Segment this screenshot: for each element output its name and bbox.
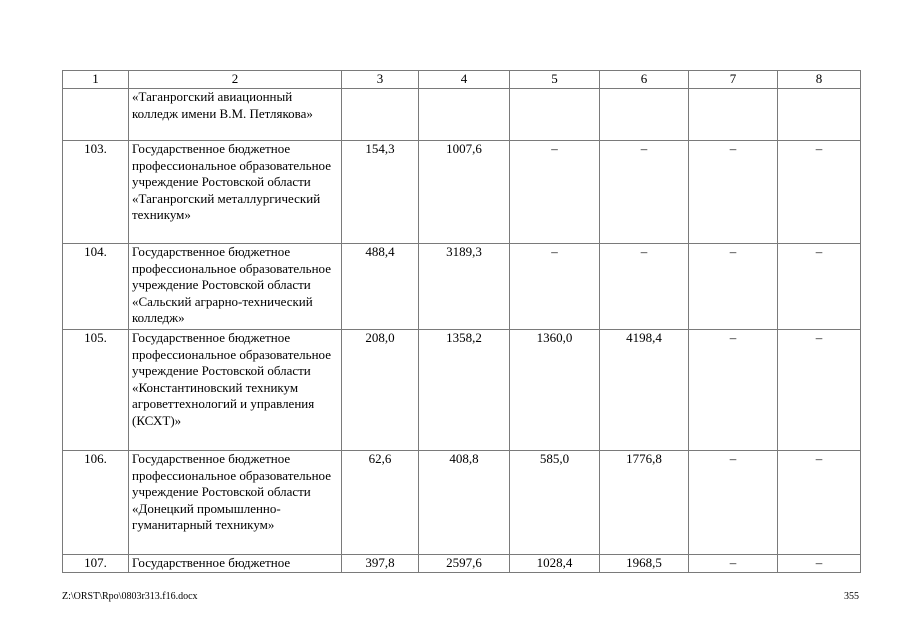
cell-col-3 xyxy=(342,89,419,141)
cell-col-5: 1028,4 xyxy=(510,555,600,573)
cell-col-8: – xyxy=(778,555,861,573)
cell-col-8: – xyxy=(778,330,861,451)
cell-col-7: – xyxy=(689,330,778,451)
institution-name: Государственное бюджетное профессиональное образовательное учреждение Ростовской области «Донецкий промышленно-гуманитарный техникум» xyxy=(129,451,342,555)
cell-col-8: – xyxy=(778,244,861,330)
row-number: 106. xyxy=(63,451,129,555)
header-col-1: 1 xyxy=(63,71,129,89)
cell-col-6 xyxy=(600,89,689,141)
header-col-2: 2 xyxy=(129,71,342,89)
table-row xyxy=(63,330,861,451)
institution-name: Государственное бюджетное xyxy=(129,555,342,573)
cell-col-6: – xyxy=(600,244,689,330)
header-col-8: 8 xyxy=(778,71,861,89)
cell-col-4: 408,8 xyxy=(419,451,510,555)
cell-col-4: 3189,3 xyxy=(419,244,510,330)
cell-col-7: – xyxy=(689,244,778,330)
header-col-7: 7 xyxy=(689,71,778,89)
cell-col-7: – xyxy=(689,555,778,573)
cell-col-4: 1358,2 xyxy=(419,330,510,451)
cell-col-6: 1968,5 xyxy=(600,555,689,573)
cell-col-5: – xyxy=(510,141,600,244)
row-number: 105. xyxy=(63,330,129,451)
cell-col-3: 62,6 xyxy=(342,451,419,555)
institution-name: Государственное бюджетное профессиональное образовательное учреждение Ростовской области «Константиновский техникум агроветтехнологий и управления (КСХТ)» xyxy=(129,330,342,451)
table-row xyxy=(63,451,861,555)
cell-col-3: 154,3 xyxy=(342,141,419,244)
row-number: 104. xyxy=(63,244,129,330)
cell-col-5: – xyxy=(510,244,600,330)
cell-col-7 xyxy=(689,89,778,141)
header-col-4: 4 xyxy=(419,71,510,89)
cell-col-4: 1007,6 xyxy=(419,141,510,244)
cell-col-6: 1776,8 xyxy=(600,451,689,555)
header-col-6: 6 xyxy=(600,71,689,89)
cell-col-5: 585,0 xyxy=(510,451,600,555)
cell-col-4: 2597,6 xyxy=(419,555,510,573)
cell-col-6: 4198,4 xyxy=(600,330,689,451)
footer-page-number: 355 xyxy=(844,591,859,602)
row-number: 107. xyxy=(63,555,129,573)
cell-col-5: 1360,0 xyxy=(510,330,600,451)
table-row xyxy=(63,89,861,141)
cell-col-8 xyxy=(778,89,861,141)
table-row xyxy=(63,555,861,573)
table-row xyxy=(63,244,861,330)
cell-col-6: – xyxy=(600,141,689,244)
footer-file-path: Z:\ORST\Rpo\0803r313.f16.docx xyxy=(62,591,198,602)
cell-col-3: 397,8 xyxy=(342,555,419,573)
row-number: 103. xyxy=(63,141,129,244)
cell-col-8: – xyxy=(778,451,861,555)
header-col-3: 3 xyxy=(342,71,419,89)
cell-col-7: – xyxy=(689,451,778,555)
cell-col-3: 488,4 xyxy=(342,244,419,330)
cell-col-4 xyxy=(419,89,510,141)
institution-name: Государственное бюджетное профессиональное образовательное учреждение Ростовской области «Сальский аграрно-технический колледж» xyxy=(129,244,342,330)
table-row xyxy=(63,141,861,244)
cell-col-7: – xyxy=(689,141,778,244)
cell-col-3: 208,0 xyxy=(342,330,419,451)
cell-col-8: – xyxy=(778,141,861,244)
institution-name: Государственное бюджетное профессиональное образовательное учреждение Ростовской области «Таганрогский металлургический техникум» xyxy=(129,141,342,244)
header-col-5: 5 xyxy=(510,71,600,89)
header-row xyxy=(63,71,861,89)
row-number xyxy=(63,89,129,141)
institution-name: «Таганрогский авиационный колледж имени В.М. Петлякова» xyxy=(129,89,342,141)
data-table xyxy=(62,70,861,573)
cell-col-5 xyxy=(510,89,600,141)
